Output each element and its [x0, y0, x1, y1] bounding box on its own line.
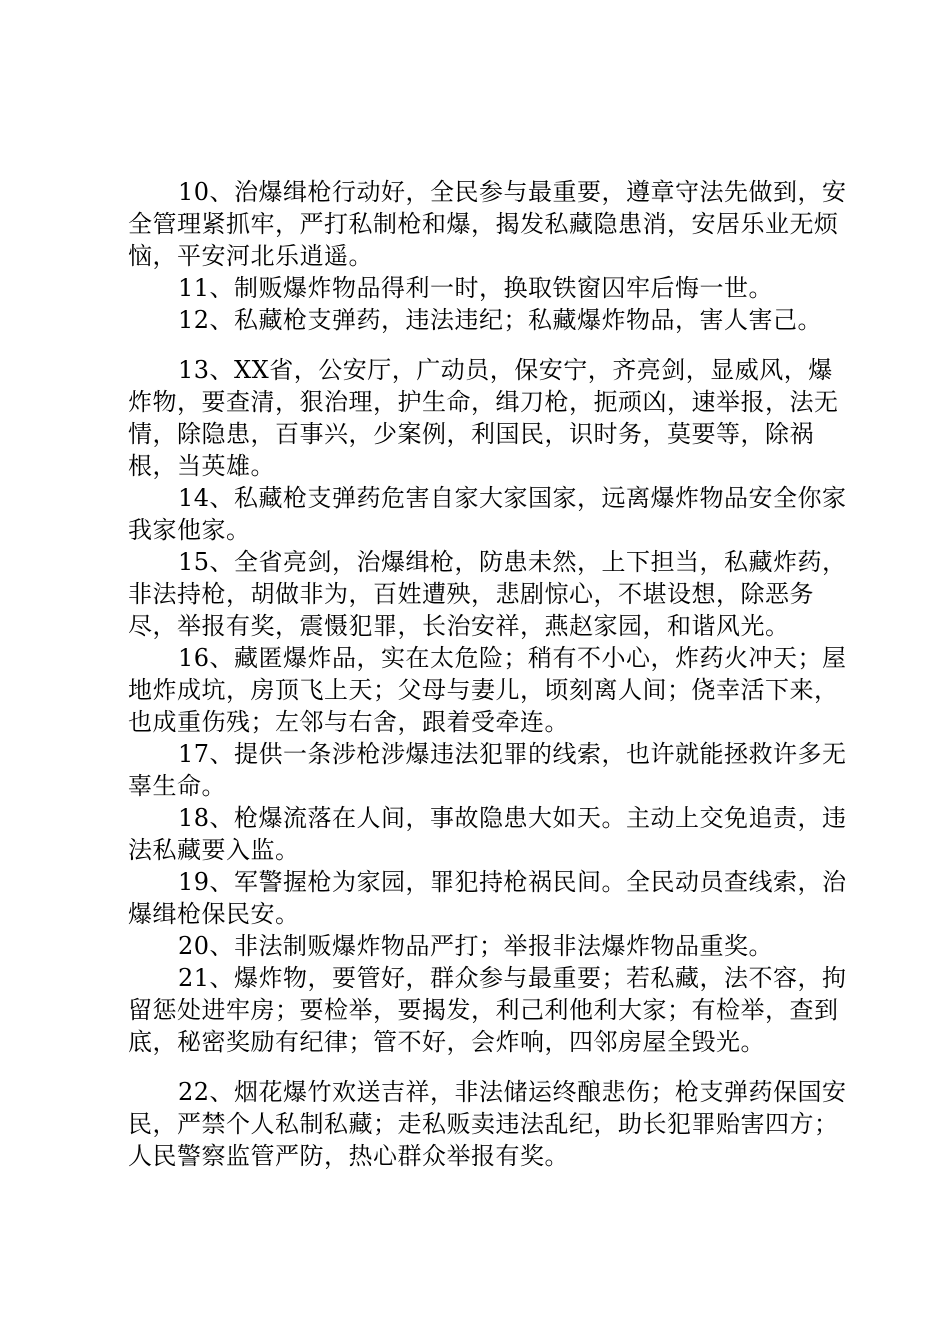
paragraph-17: 17、提供一条涉枪涉爆违法犯罪的线索，也许就能拯救许多无辜生命。	[128, 740, 847, 800]
document-body	[128, 176, 853, 1172]
paragraph-19: 19、军警握枪为家园，罪犯持枪祸民间。全民动员查线索，治爆缉枪保民安。	[128, 868, 847, 928]
paragraph-14: 14、私藏枪支弹药危害自家大家国家，远离爆炸物品安全你家我家他家。	[128, 484, 847, 544]
paragraph-10: 10、治爆缉枪行动好，全民参与最重要，遵章守法先做到，安全管理紧抓牢，严打私制枪和爆，揭发私藏隐患消，安居乐业无烦恼，平安河北乐逍遥。	[128, 178, 847, 270]
paragraph-11: 11、制贩爆炸物品得利一时，换取铁窗囚牢后悔一世。	[178, 274, 774, 302]
paragraph-12: 12、私藏枪支弹药，违法违纪；私藏爆炸物品，害人害己。	[178, 306, 823, 334]
paragraph-16: 16、藏匿爆炸品，实在太危险；稍有不小心，炸药火冲天；屋地炸成坑，房顶飞上天；父母与妻儿，顷刻离人间；侥幸活下来，也成重伤残；左邻与右舍，跟着受牵连。	[128, 644, 847, 736]
paragraph-13: 13、XX省，公安厅，广动员，保安宁，齐亮剑，显威风，爆炸物，要查清，狠治理，护生命，缉刀枪，扼顽凶，速举报，法无情，除隐患，百事兴，少案例，利国民，识时务，莫要等，除祸根，当英雄。	[128, 356, 839, 480]
paragraph-15: 15、全省亮剑，治爆缉枪，防患未然，上下担当，私藏炸药，非法持枪，胡做非为，百姓遭殃，悲剧惊心，不堪设想，除恶务尽，举报有奖，震慑犯罪，长治安祥，燕赵家园，和谐风光。	[128, 548, 847, 640]
paragraph-18: 18、枪爆流落在人间，事故隐患大如天。主动上交免追责，违法私藏要入监。	[128, 804, 847, 864]
paragraph-21: 21、爆炸物，要管好，群众参与最重要；若私藏，法不容，拘留惩处进牢房；要检举，要揭发，利己利他利大家；有检举，查到底，秘密奖励有纪律；管不好，会炸响，四邻房屋全毁光。	[128, 964, 847, 1056]
paragraph-20: 20、非法制贩爆炸物品严打；举报非法爆炸物品重奖。	[178, 932, 774, 960]
paragraph-22: 22、烟花爆竹欢送吉祥，非法储运终酿悲伤；枪支弹药保国安民，严禁个人私制私藏；走私贩卖违法乱纪，助长犯罪贻害四方；人民警察监管严防，热心群众举报有奖。	[128, 1078, 847, 1170]
